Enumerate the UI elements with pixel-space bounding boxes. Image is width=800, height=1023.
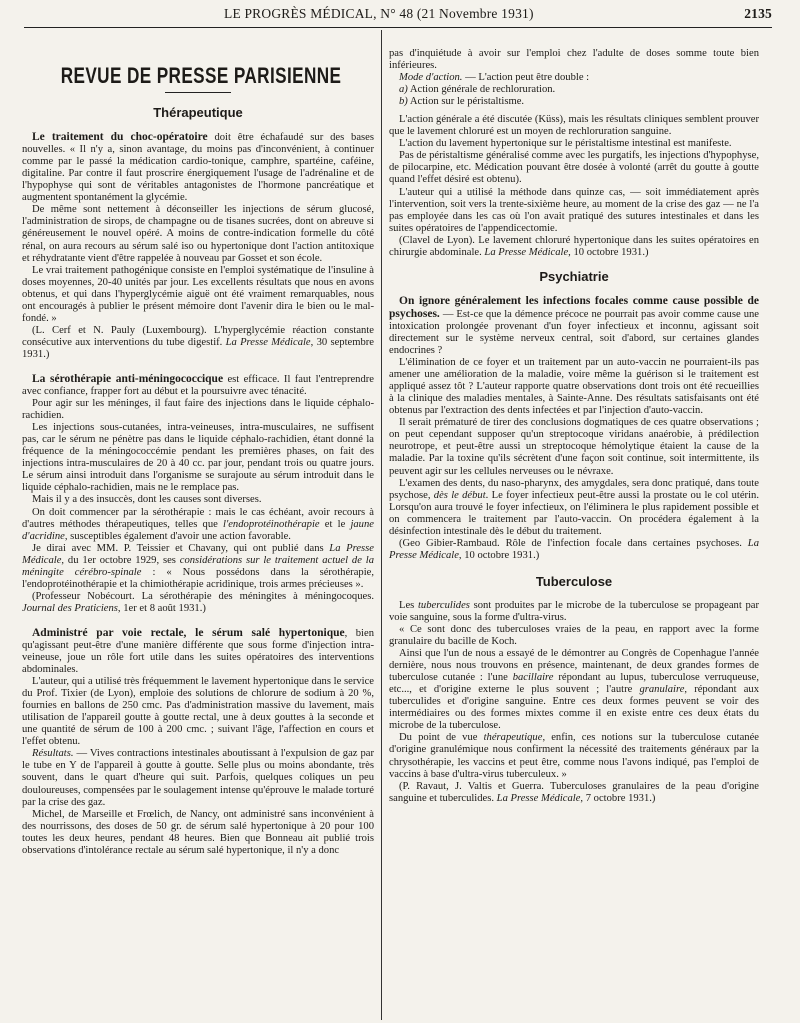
article-paragraph: On doit commencer par la sérothérapie : mais le cas échéant, avoir recours à d'autres méthodes thérapeutiques, telles que l'endoprotéinothérapie et le jaune d'acridine, susceptibles également d'avoir une action favorable. bbox=[22, 506, 374, 542]
left-column bbox=[22, 38, 374, 857]
header-title: LE PROGRÈS MÉDICAL, N° 48 (21 Novembre 1931) bbox=[224, 6, 534, 21]
article-paragraph: Pas de péristaltisme généralisé comme avec les purgatifs, les injections d'hypophyse, de pilocarpine, etc. Médication pouvant être dosée à volonté (arrêt du goutte à goutte quand l'effet désiré est obtenu). bbox=[389, 150, 759, 186]
article-source: (L. Cerf et N. Pauly (Luxembourg). L'hyperglycémie réaction constante consécutive aux interventions du tube digestif. La Presse Médicale, 30 septembre 1931.) bbox=[22, 324, 374, 360]
article-lead: On ignore généralement les infections focales comme cause possible de psychoses. bbox=[389, 294, 759, 320]
article-paragraph: Mais il y a des insuccès, dont les causes sont diverses. bbox=[32, 494, 262, 506]
article-paragraph: De même sont nettement à déconseiller les injections de sérum glucosé, l'administration de sirops, de champagne ou de tisanes sucrées, dont on abreuve si généreusement le nouvel opéré. A moins de contre-indication formelle du côté rénal, on aura recours au sérum salé iso ou hypertonique dont l'action antitoxique et réhydratante vient d'être rappelée à nouveau par Gosset et son école. bbox=[22, 204, 374, 264]
mode-action-a: a) Action générale de rechloruration. bbox=[399, 84, 556, 96]
article-paragraph: Pour agir sur les méninges, il faut faire des injections dans le liquide céphalo-rachidien. bbox=[22, 398, 374, 422]
article-paragraph: « Ce sont donc des tuberculoses vraies de la peau, en rapport avec la forme granulaire du bacille de Koch. bbox=[389, 624, 759, 648]
right-column bbox=[389, 48, 759, 805]
journal-name: La Presse Médicale bbox=[225, 336, 311, 348]
mode-action-b: b) Action sur le péristaltisme. bbox=[399, 96, 525, 108]
article-paragraph: Je dirai avec MM. P. Teissier et Chavany, qui ont publié dans La Presse Médicale, du 1er octobre 1929, ses considérations sur le traitement actuel de la méningite cérébro-spinale : « Nous possédons dans la sérothérapie, l'endoprotéinothérapie et la chimiothérapie acridinique, trois armes précieuses ». bbox=[22, 542, 374, 590]
article-paragraph: L'examen des dents, du naso-pharynx, des amygdales, sera donc pratiqué, dans toute psychose, dès le début. Le foyer infectieux peut-être aussi la prostate ou le col utérin. Lorsqu'on aura trouvé le foyer infectieux, on l'éliminera le plus rapidement possible et on commencera le traitement par l'auto-vaccin. On procédera également à la désinfection intestinale dès le début du traitement. bbox=[389, 477, 759, 537]
header-rule bbox=[24, 27, 772, 28]
article-lead: Administré par voie rectale, le sérum salé hypertonique bbox=[32, 626, 345, 639]
article-source: (P. Ravaut, J. Valtis et Guerra. Tuberculoses granulaires de la peau d'origine sanguine et tuberculides. La Presse Médicale, 7 octobre 1931.) bbox=[389, 780, 759, 804]
article-serum-sale-p1: Administré par voie rectale, le sérum salé hypertonique, bien qu'agissant peut-être d'une manière différente que sous forme d'injection intra-veineuse, joue un rôle fort utile dans les suites opératoires des interventions abdominales. bbox=[22, 626, 374, 676]
article-paragraph: Ainsi que l'un de nous a essayé de le démontrer au Congrès de Copenhague l'année dernière, nous nous trouvons en présence, maintenant, de deux grandes formes de tuberculose cutanée : l'une bacillaire répondant au lupus, tuberculose verruqueuse, etc..., et d'origine externe le plus souvent ; l'autre granulaire, répondant aux tuberculides et d'origine sanguine. Entre ces deux formes peuvent se voir des intermédiaires ou des formes mixtes comme il en existe entre ces deux états du microbe de la tuberculose. bbox=[389, 648, 759, 732]
article-source: (Geo Gibier-Rambaud. Rôle de l'infection focale dans certaines psychoses. La Presse Médicale, 10 octobre 1931.) bbox=[389, 537, 759, 561]
journal-name: La Presse Médicale bbox=[496, 792, 581, 804]
section-title-psychiatrie: Psychiatrie bbox=[539, 268, 609, 284]
journal-name: La Presse Médicale bbox=[484, 246, 569, 258]
journal-name: Journal des Praticiens bbox=[22, 602, 118, 614]
article-lead: La sérothérapie anti-méningococcique bbox=[32, 372, 224, 385]
article-paragraph: L'action générale a été discutée (Küss), mais les résultats cliniques semblent prouver que le lavement chloruré est un moyen de rechloruration sanguine. bbox=[389, 114, 759, 138]
section-title-therapeutique: Thérapeutique bbox=[153, 105, 243, 121]
article-paragraph: L'auteur, qui a utilisé très fréquemment le lavement hypertonique dans le service du Prof. Tixier (de Lyon), emploie des solutions de chlorure de sodium à 20 %, fournies en ballons de 250 cmc. Pas d'administration massive du lavement, mais utilisation de l'appareil goutte à goutte rectal, une à deux gouttes à la seconde et une quantité de sérum de 100 à 200 cmc. ; suivant l'âge, l'affection en cours et l'effet obtenu. bbox=[22, 676, 374, 748]
article-continuation: pas d'inquiétude à avoir sur l'emploi chez l'adulte de doses somme toute bien inférieures. bbox=[389, 48, 759, 72]
article-paragraph: Les injections sous-cutanées, intra-veineuses, intra-musculaires, ne suffisent pas, car le sérum ne pénètre pas dans le liquide céphalo-rachidien, étant donné la fréquence de la méningococcémie pendant les premières phases, on fait des injections intra-musculaires de 20 à 40 cc. par jour, pendant trois ou quatre jours. Le sérum ainsi introduit dans l'organisme se surajoute au sérum introduit dans le liquide céphalo-rachidien, mais ne le remplace pas. bbox=[22, 422, 374, 494]
article-paragraph: Le vrai traitement pathogénique consiste en l'emploi systématique de l'insuline à doses moyennes, 20-40 unités par jour. Les excellents résultats que nous en avons obtenus, et qui dans l'hyperglycémie aiguë ont été vraiment remarquables, nous ont encouragés à publier le présent mémoire dont l'avenir dira le bien ou le mal-fondé. » bbox=[22, 264, 374, 324]
article-tuberculides-p1: Les tuberculides sont produites par le microbe de la tuberculose se propageant par voie sanguine, sous la forme d'ultra-virus. bbox=[389, 599, 759, 623]
main-title: REVUE DE PRESSE PARISIENNE bbox=[60, 63, 342, 88]
journal-name: La Presse Médicale bbox=[389, 537, 759, 561]
article-paragraph: Résultats. — Vives contractions intestinales aboutissant à l'expulsion de gaz par le tube en Y de l'appareil à goutte à goutte. Selle plus ou moins abondante, très souvent, dans le quart d'heure qui suit. Parfois, quelques coliques un peu douloureuses, compensées par le soulagement intense qu'éprouve le malade torturé par la crise des gaz. bbox=[22, 748, 374, 808]
mode-action: Mode d'action. — L'action peut être double : bbox=[399, 72, 590, 84]
article-paragraph: L'auteur qui a utilisé la méthode dans quinze cas, — soit immédiatement après l'intervention, soit vers la trente-sixième heure, au moment de la crise des gaz — ne l'a pas employée dans les cas où l'on avait pratiqué des sutures intestinales et dans les suites opératoires de l'appendicectomie. bbox=[389, 186, 759, 234]
article-paragraph: Il serait prématuré de tirer des conclusions dogmatiques de ces quatre observations ; on peut cependant supposer qu'un streptocoque viridans anaérobie, à prédilection neurotrope, et peut-être aussi un streptocoque hémolytique étaient la cause de la maladie. Par la toxine qu'ils sécrètent d'une façon soit continue, soit intermittente, ils peuvent agir sur les cellules nerveuses ou le névraxe. bbox=[389, 417, 759, 477]
article-choc-operatoire-p1: Le traitement du choc-opératoire doit être échafaudé sur des bases nouvelles. « Il n'y a, sinon avantage, du moins pas d'inconvénient, à continuer comme par le passé la médication cardio-tonique, camphre, spartéine, caféine, digitaline. Par contre il faut proscrire énergiquement l'usage de l'adrénaline et de l'hypophyse qui sont de véritables antagonistes de l'hormone pancréatique et augmentent spontanément la glycémie. bbox=[22, 131, 374, 204]
article-paragraph: L'élimination de ce foyer et un traitement par un auto-vaccin ne pourraient-ils pas amener une amélioration de la maladie, voire même la guérison si le traitement est appliqué assez tôt ? L'auteur rapporte quatre observations dont trois ont été recueillies à la clinique des maladies mentales, à Sainte-Anne. Des résultats satisfaisants ont été obtenus par l'extraction des dents infectées et par l'injection d'auto-vaccin. bbox=[389, 357, 759, 417]
article-paragraph: Du point de vue thérapeutique, enfin, ces notions sur la tuberculose cutanée d'origine granulémique nous confirment la nécessité des traitements généraux par la chrysothérapie, les vaccins et peut être, comme nous l'avons indiqué, pas l'emploi de vaccins à base d'ultra-virus tuberculeux. » bbox=[389, 732, 759, 780]
article-source: (Professeur Nobécourt. La sérothérapie des méningites à méningocoques. Journal des Praticiens, 1er et 8 août 1931.) bbox=[22, 590, 374, 614]
page-number: 2135 bbox=[744, 6, 772, 21]
running-header bbox=[24, 6, 772, 26]
article-paragraph: Michel, de Marseille et Frœlich, de Nancy, ont administré sans inconvénient à des nourrissons, des doses de 50 gr. de sérum salé hypertonique à 20 pour 100 toutes les deux heures, pendant 48 heures. Bien que Bonneau ait publié trois observations d'intolérance rectale au sérum salé hypertonique, il n'y a donc bbox=[22, 808, 374, 856]
article-source: (Clavel de Lyon). Le lavement chloruré hypertonique dans les suites opératoires en chirurgie abdominale. La Presse Médicale, 10 octobre 1931.) bbox=[389, 234, 759, 258]
title-rule bbox=[165, 92, 231, 93]
section-title-tuberculose: Tuberculose bbox=[535, 573, 613, 589]
column-divider bbox=[381, 30, 382, 1020]
article-serotherapie-p1: La sérothérapie anti-méningococcique est efficace. Il faut l'entreprendre avec confiance, frapper fort au début et la poursuivre avec ténacité. bbox=[22, 372, 374, 398]
article-paragraph: L'action du lavement hypertonique sur le péristaltisme intestinal est manifeste. bbox=[399, 138, 732, 150]
article-infections-focales-p1: On ignore généralement les infections focales comme cause possible de psychoses. — Est-ce que la démence précoce ne pourrait pas avoir comme cause une intoxication prolongée provenant d'un foyer infectieux et inconnu, agissant soit directement sur le système nerveux central, soit d'abord, sur certaines glandes endocrines ? bbox=[389, 294, 759, 357]
article-lead: Le traitement du choc-opératoire bbox=[32, 131, 208, 144]
